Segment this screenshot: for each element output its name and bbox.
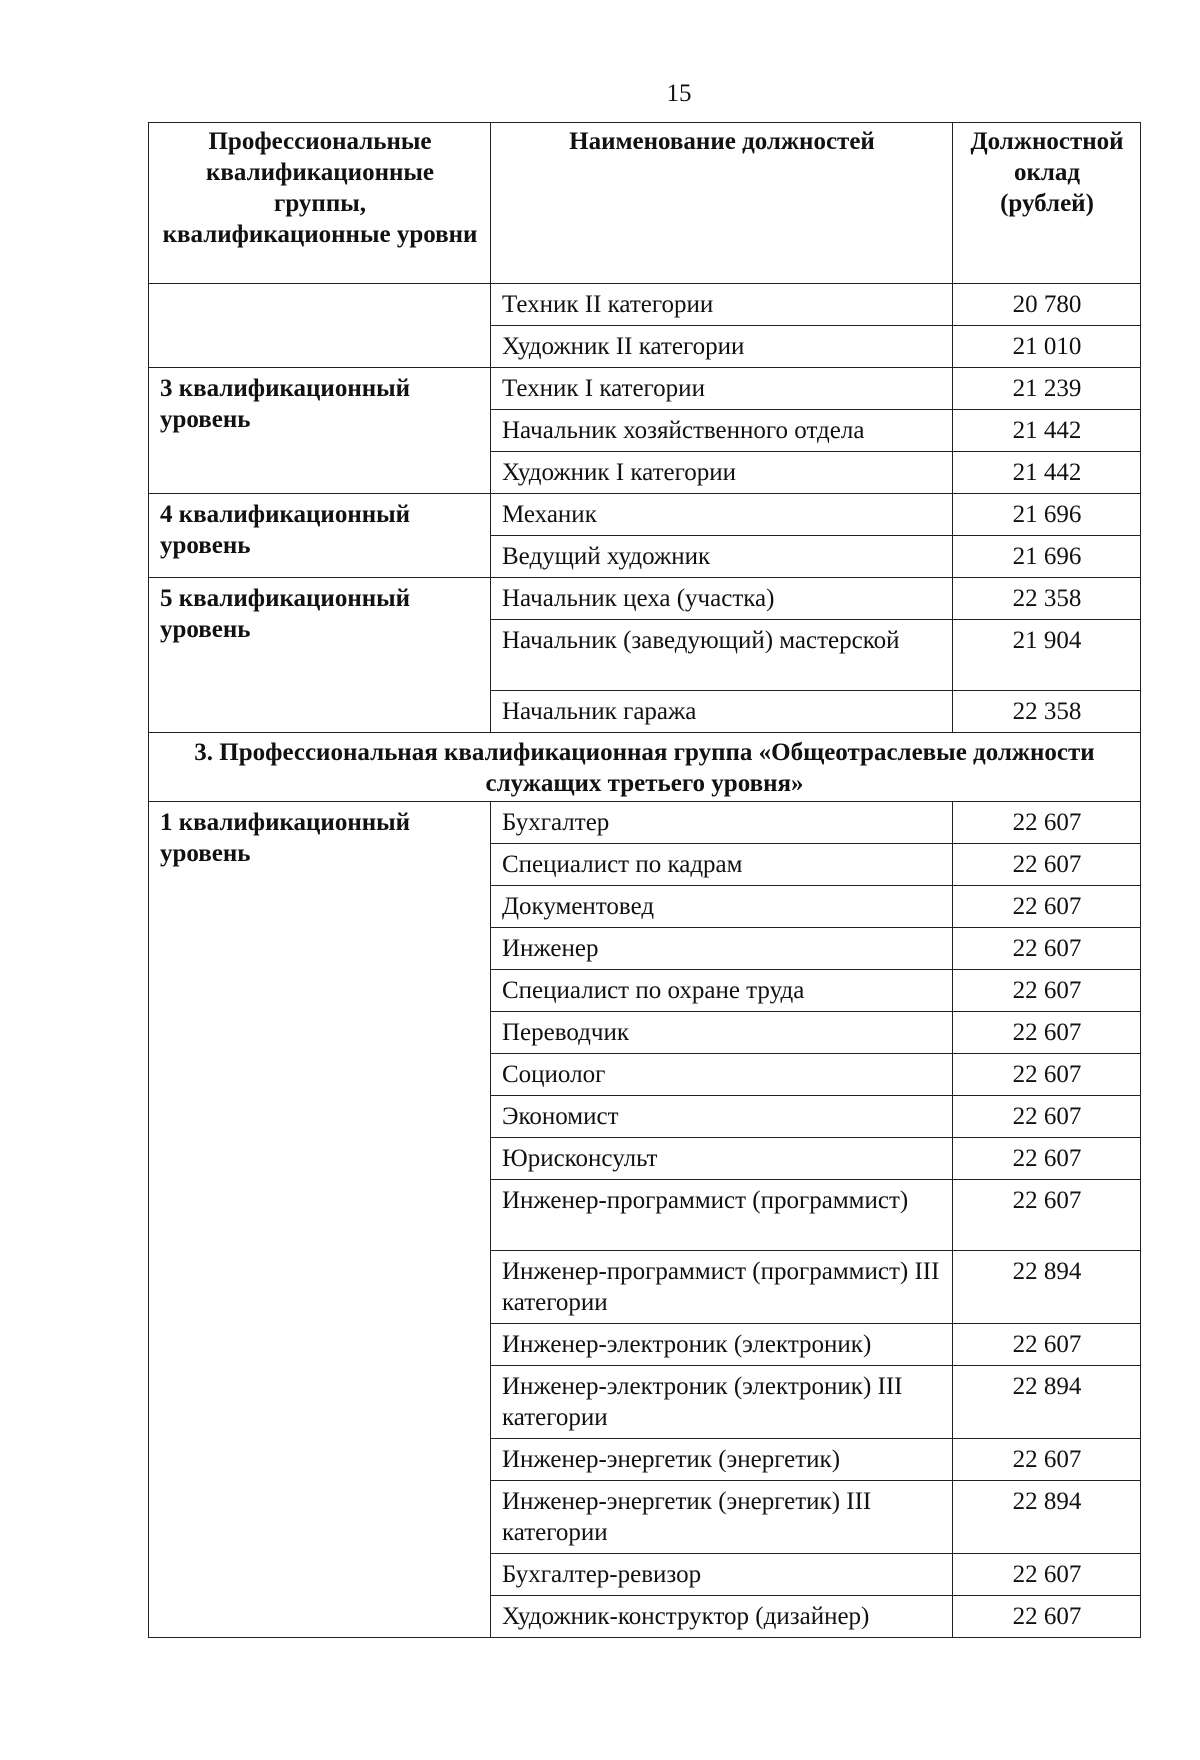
position-cell: Документовед bbox=[491, 886, 953, 928]
salary-table bbox=[148, 122, 1141, 1638]
position-cell: Экономист bbox=[491, 1096, 953, 1138]
position-cell: Начальник цеха (участка) bbox=[491, 578, 953, 620]
salary-cell: 21 696 bbox=[953, 494, 1141, 536]
salary-cell: 22 894 bbox=[953, 1251, 1141, 1324]
table-row bbox=[149, 802, 1141, 844]
position-cell: Бухгалтер bbox=[491, 802, 953, 844]
position-cell: Юрисконсульт bbox=[491, 1138, 953, 1180]
group-cell-empty bbox=[149, 284, 491, 368]
salary-cell: 22 607 bbox=[953, 1180, 1141, 1251]
salary-cell: 22 358 bbox=[953, 578, 1141, 620]
salary-cell: 22 607 bbox=[953, 1439, 1141, 1481]
group-cell-level4: 4 квалификационный уровень bbox=[149, 494, 491, 578]
position-cell: Инженер-электроник (электроник) bbox=[491, 1324, 953, 1366]
position-cell: Инженер-энергетик (энергетик) bbox=[491, 1439, 953, 1481]
salary-cell: 22 607 bbox=[953, 886, 1141, 928]
header-salary: Должностной оклад (рублей) bbox=[953, 123, 1141, 284]
salary-cell: 21 904 bbox=[953, 620, 1141, 691]
salary-cell: 22 607 bbox=[953, 1554, 1141, 1596]
position-cell: Ведущий художник bbox=[491, 536, 953, 578]
position-cell: Художник I категории bbox=[491, 452, 953, 494]
group-cell-level5: 5 квалификационный уровень bbox=[149, 578, 491, 733]
position-cell: Инженер-электроник (электроник) III категории bbox=[491, 1366, 953, 1439]
position-cell: Инженер-энергетик (энергетик) III категории bbox=[491, 1481, 953, 1554]
header-group: Профессиональные квалификационные группы, квалификационные уровни bbox=[149, 123, 491, 284]
salary-cell: 22 607 bbox=[953, 802, 1141, 844]
position-cell: Начальник (заведующий) мастерской bbox=[491, 620, 953, 691]
position-cell: Переводчик bbox=[491, 1012, 953, 1054]
salary-cell: 21 442 bbox=[953, 410, 1141, 452]
group-cell-section3-level1: 1 квалификационный уровень bbox=[149, 802, 491, 1638]
salary-cell: 22 607 bbox=[953, 1138, 1141, 1180]
position-cell: Инженер bbox=[491, 928, 953, 970]
section-title: 3. Профессиональная квалификационная группа «Общеотраслевые должности служащих третьего уровня» bbox=[149, 733, 1141, 802]
page-number: 15 bbox=[666, 80, 692, 107]
position-cell: Механик bbox=[491, 494, 953, 536]
salary-cell: 22 607 bbox=[953, 928, 1141, 970]
section-title-row bbox=[149, 733, 1141, 802]
salary-cell: 22 607 bbox=[953, 970, 1141, 1012]
salary-cell: 22 358 bbox=[953, 691, 1141, 733]
salary-cell: 22 607 bbox=[953, 1324, 1141, 1366]
salary-cell: 21 442 bbox=[953, 452, 1141, 494]
salary-cell: 21 239 bbox=[953, 368, 1141, 410]
position-cell: Специалист по кадрам bbox=[491, 844, 953, 886]
table-header-row bbox=[149, 123, 1141, 284]
position-cell: Техник I категории bbox=[491, 368, 953, 410]
salary-cell: 22 607 bbox=[953, 1096, 1141, 1138]
header-position: Наименование должностей bbox=[491, 123, 953, 284]
position-cell: Бухгалтер-ревизор bbox=[491, 1554, 953, 1596]
table-row bbox=[149, 284, 1141, 326]
salary-cell: 22 607 bbox=[953, 1012, 1141, 1054]
position-cell: Инженер-программист (программист) bbox=[491, 1180, 953, 1251]
position-cell: Начальник гаража bbox=[491, 691, 953, 733]
salary-cell: 20 780 bbox=[953, 284, 1141, 326]
position-cell: Техник II категории bbox=[491, 284, 953, 326]
salary-cell: 22 894 bbox=[953, 1366, 1141, 1439]
position-cell: Социолог bbox=[491, 1054, 953, 1096]
position-cell: Художник-конструктор (дизайнер) bbox=[491, 1596, 953, 1638]
table-row bbox=[149, 578, 1141, 620]
group-cell-level3: 3 квалификационный уровень bbox=[149, 368, 491, 494]
position-cell: Начальник хозяйственного отдела bbox=[491, 410, 953, 452]
table-row bbox=[149, 494, 1141, 536]
salary-cell: 22 607 bbox=[953, 1054, 1141, 1096]
salary-cell: 22 607 bbox=[953, 844, 1141, 886]
salary-cell: 21 696 bbox=[953, 536, 1141, 578]
position-cell: Специалист по охране труда bbox=[491, 970, 953, 1012]
salary-cell: 22 894 bbox=[953, 1481, 1141, 1554]
position-cell: Инженер-программист (программист) III категории bbox=[491, 1251, 953, 1324]
salary-cell: 21 010 bbox=[953, 326, 1141, 368]
table-row bbox=[149, 368, 1141, 410]
salary-cell: 22 607 bbox=[953, 1596, 1141, 1638]
position-cell: Художник II категории bbox=[491, 326, 953, 368]
